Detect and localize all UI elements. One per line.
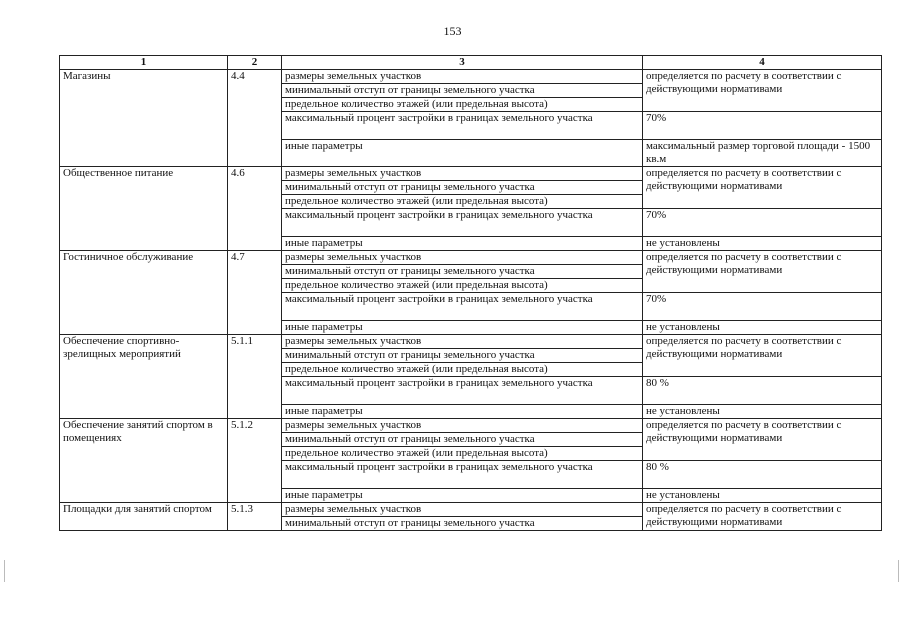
column-header-2: 2 xyxy=(228,56,282,70)
table-row xyxy=(60,251,882,265)
use-type-code: 5.1.2 xyxy=(228,419,282,503)
parameter-name: предельное количество этажей (или предельная высота) xyxy=(282,363,643,377)
table-row xyxy=(60,419,882,433)
parameter-name: иные параметры xyxy=(282,140,643,167)
parameter-name: иные параметры xyxy=(282,237,643,251)
parameter-value-percent: 80 % xyxy=(643,461,882,489)
parameter-value-percent: 70% xyxy=(643,112,882,140)
parameter-name: предельное количество этажей (или предельная высота) xyxy=(282,279,643,293)
use-type-code: 4.6 xyxy=(228,167,282,251)
use-type-name: Обеспечение спортивно-зрелищных мероприятий xyxy=(60,335,228,419)
regulations-table xyxy=(59,55,882,531)
parameter-name: размеры земельных участков xyxy=(282,167,643,181)
parameter-name: предельное количество этажей (или предельная высота) xyxy=(282,195,643,209)
use-type-name: Магазины xyxy=(60,70,228,167)
parameter-name: иные параметры xyxy=(282,405,643,419)
scan-edge-mark-left xyxy=(4,560,5,582)
use-type-code: 5.1.1 xyxy=(228,335,282,419)
parameter-value: определяется по расчету в соответствии с действующими нормативами xyxy=(643,251,882,293)
parameter-name: максимальный процент застройки в границах земельного участка xyxy=(282,112,643,140)
parameter-value-percent: 70% xyxy=(643,293,882,321)
table-row xyxy=(60,503,882,517)
header-row xyxy=(60,56,882,70)
table-row xyxy=(60,70,882,84)
use-type-code: 5.1.3 xyxy=(228,503,282,531)
use-type-name: Гостиничное обслуживание xyxy=(60,251,228,335)
parameter-value: определяется по расчету в соответствии с действующими нормативами xyxy=(643,503,882,531)
parameter-name: предельное количество этажей (или предельная высота) xyxy=(282,447,643,461)
parameter-value-other: не установлены xyxy=(643,321,882,335)
parameter-name: иные параметры xyxy=(282,489,643,503)
use-type-code: 4.4 xyxy=(228,70,282,167)
parameter-value-percent: 80 % xyxy=(643,377,882,405)
parameter-value-other: не установлены xyxy=(643,405,882,419)
parameter-value: определяется по расчету в соответствии с действующими нормативами xyxy=(643,419,882,461)
parameter-value: определяется по расчету в соответствии с действующими нормативами xyxy=(643,335,882,377)
parameter-name: минимальный отступ от границы земельного участка xyxy=(282,84,643,98)
parameter-name: максимальный процент застройки в границах земельного участка xyxy=(282,377,643,405)
table-row xyxy=(60,335,882,349)
use-type-name: Площадки для занятий спортом xyxy=(60,503,228,531)
parameter-name: минимальный отступ от границы земельного участка xyxy=(282,517,643,531)
column-header-1: 1 xyxy=(60,56,228,70)
parameter-name: размеры земельных участков xyxy=(282,503,643,517)
parameter-value: определяется по расчету в соответствии с действующими нормативами xyxy=(643,70,882,112)
parameter-name: предельное количество этажей (или предельная высота) xyxy=(282,98,643,112)
parameter-name: минимальный отступ от границы земельного участка xyxy=(282,181,643,195)
table-body xyxy=(60,70,882,531)
parameter-name: максимальный процент застройки в границах земельного участка xyxy=(282,293,643,321)
parameter-value-other: не установлены xyxy=(643,237,882,251)
scan-edge-mark-right xyxy=(898,560,899,582)
page-number: 153 xyxy=(443,24,462,38)
use-type-name: Общественное питание xyxy=(60,167,228,251)
parameter-name: размеры земельных участков xyxy=(282,70,643,84)
parameter-value-other: максимальный размер торговой площади - 1500 кв.м xyxy=(643,140,882,167)
parameter-name: минимальный отступ от границы земельного участка xyxy=(282,433,643,447)
parameter-name: максимальный процент застройки в границах земельного участка xyxy=(282,461,643,489)
parameter-name: минимальный отступ от границы земельного участка xyxy=(282,265,643,279)
column-header-3: 3 xyxy=(282,56,643,70)
table-row xyxy=(60,167,882,181)
use-type-code: 4.7 xyxy=(228,251,282,335)
parameter-name: иные параметры xyxy=(282,321,643,335)
parameter-name: размеры земельных участков xyxy=(282,419,643,433)
parameter-value: определяется по расчету в соответствии с действующими нормативами xyxy=(643,167,882,209)
column-header-4: 4 xyxy=(643,56,882,70)
parameter-value-other: не установлены xyxy=(643,489,882,503)
parameter-name: максимальный процент застройки в границах земельного участка xyxy=(282,209,643,237)
parameter-name: размеры земельных участков xyxy=(282,335,643,349)
parameter-value-percent: 70% xyxy=(643,209,882,237)
use-type-name: Обеспечение занятий спортом в помещениях xyxy=(60,419,228,503)
parameter-name: минимальный отступ от границы земельного участка xyxy=(282,349,643,363)
parameter-name: размеры земельных участков xyxy=(282,251,643,265)
